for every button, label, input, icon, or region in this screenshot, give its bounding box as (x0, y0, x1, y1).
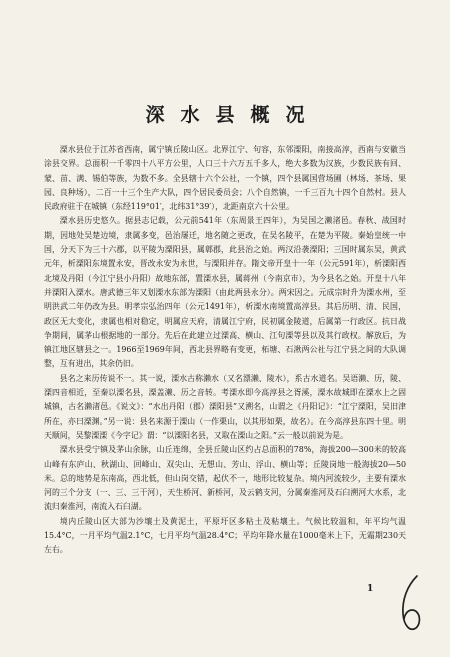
page-title: 深水县概况 (145, 104, 321, 126)
handwritten-page-mark (398, 572, 424, 636)
paragraph-history: 溧水县历史悠久。据县志记载，公元前541年（东周景王四年），为吴国之濑渚邑。春秋、战国时期，因地处吴楚边境，隶属多变，邑治屡迁，地名随之更改，在吴名陵平，在楚为平陵。秦始皇统一中国，分天下为三十六郡，以平陵为溧阳县，属鄣郡，此县治之始。两汉沿袭溧阳；三国时属东吴，黄武元年，析溧阳东境置永安，晋改永安为永世，与溧阳并存。隋文帝开皇十一年（公元591年），析溧阳西北境及丹阳（今江宁县小丹阳）故地东部，置溧水县，属蒋州（今南京市），为今县名之始。开皇十八年并溧阳入溧水。唐武德三年又划溧水东部为溧阳（由此两县永分）。两宋因之。元成宗时升为溧水州，至明洪武二年仍改为县。明孝宗弘治四年（公元1491年），析溧水南境置高淳县。其后历明、清、民国，政区无大变化，隶属也相对稳定，明属应天府，清属江宁府，民初属金陵道，后属第一行政区。抗日战争期间，属茅山根据地的一部分。先后在此建立过溧高、横山、江句溧等县以及其行政权。解放后，为镇江地区辖县之一。1966至1969年间，西北县界略有变更，柘塘、石湫两公社与江宁县之间的大队调整，互有进出，其余仍旧。 (44, 216, 406, 369)
paragraph-terrain: 溧水县受宁镇及茅山余脉，山丘连绵，全县丘陵山区约占总面积的78%，海拔200—300米的较高山峰有东庐山、秋湖山、回峰山、双尖山、无想山、芳山、浮山、横山等；丘陵岗地一般海拔20—50米。总的地势是东南高，西北低，但山岗交错，起伏不一，地形比较复杂。境内河流较少，主要有溧水河的三个分支（一、三、三干河），天生桥河、新桥河，及云鹤支河，分属秦淮河及石臼溯河大水系，北流归秦淮河，南流入石臼湖。 (44, 445, 406, 512)
article-body (44, 143, 406, 558)
page-number: 1 (367, 584, 374, 594)
paragraph-overview: 溧水县位于江苏省西南，属宁镇丘陵山区。北界江宁、句容，东邻溧阳，南接高淳，西南与安徽当涂县交界。总面积一千零四十八平方公里，人口三十六万五千多人，绝大多数为汉族，少数民族有回、蒙、苗、满、锡伯等族，为数不多。全县辖十六个公社，一个镇，四个县属国营场圃（林场、茶场、果园、良种场），二百一十三个生产大队，四个居民委员会；八个自然镇，一千三百九十四个自然村。县人民政府驻于在城镇（东经119°01′，北纬31°39′），北距南京六十公里。 (44, 145, 406, 212)
paragraph-climate: 境内丘陵山区大部为沙壤土及黄泥土，平原圩区多粘土及粘壤土。气候比较温和，年平均气温15.4°C，一月平均气温2.1°C，七月平均气温28.4°C；平均年降水量在1000毫米上下，无霜期230天左右。 (44, 516, 406, 555)
paragraph-name-origin: 县名之来历传说不一。其一说，溧水古称濑水（又名漂濑、陵水），系古水道名。吴语濑、历，陵、溧四音相近，至秦以溧名县，溧盖濑、历之音转。考溧水即今高淳县之胥溪，溧水故城即在溧水上之固城镇，古名濑渚邑。《说文》：“水出丹阳（郡）溧阳县”又溯名，山谓之《丹阳记》：“江宁溧阳，吴旧津所在，亦曰溧渊。”另一说：县名来源于溧山（一作栗山，以其形如栗，故名）。在今高淳县东四十里。明天顺间，吴黎溧溧《今字记》谓：“以溧阳名县，又取在溧山之阳。”云一般以前说为是。 (44, 373, 406, 440)
